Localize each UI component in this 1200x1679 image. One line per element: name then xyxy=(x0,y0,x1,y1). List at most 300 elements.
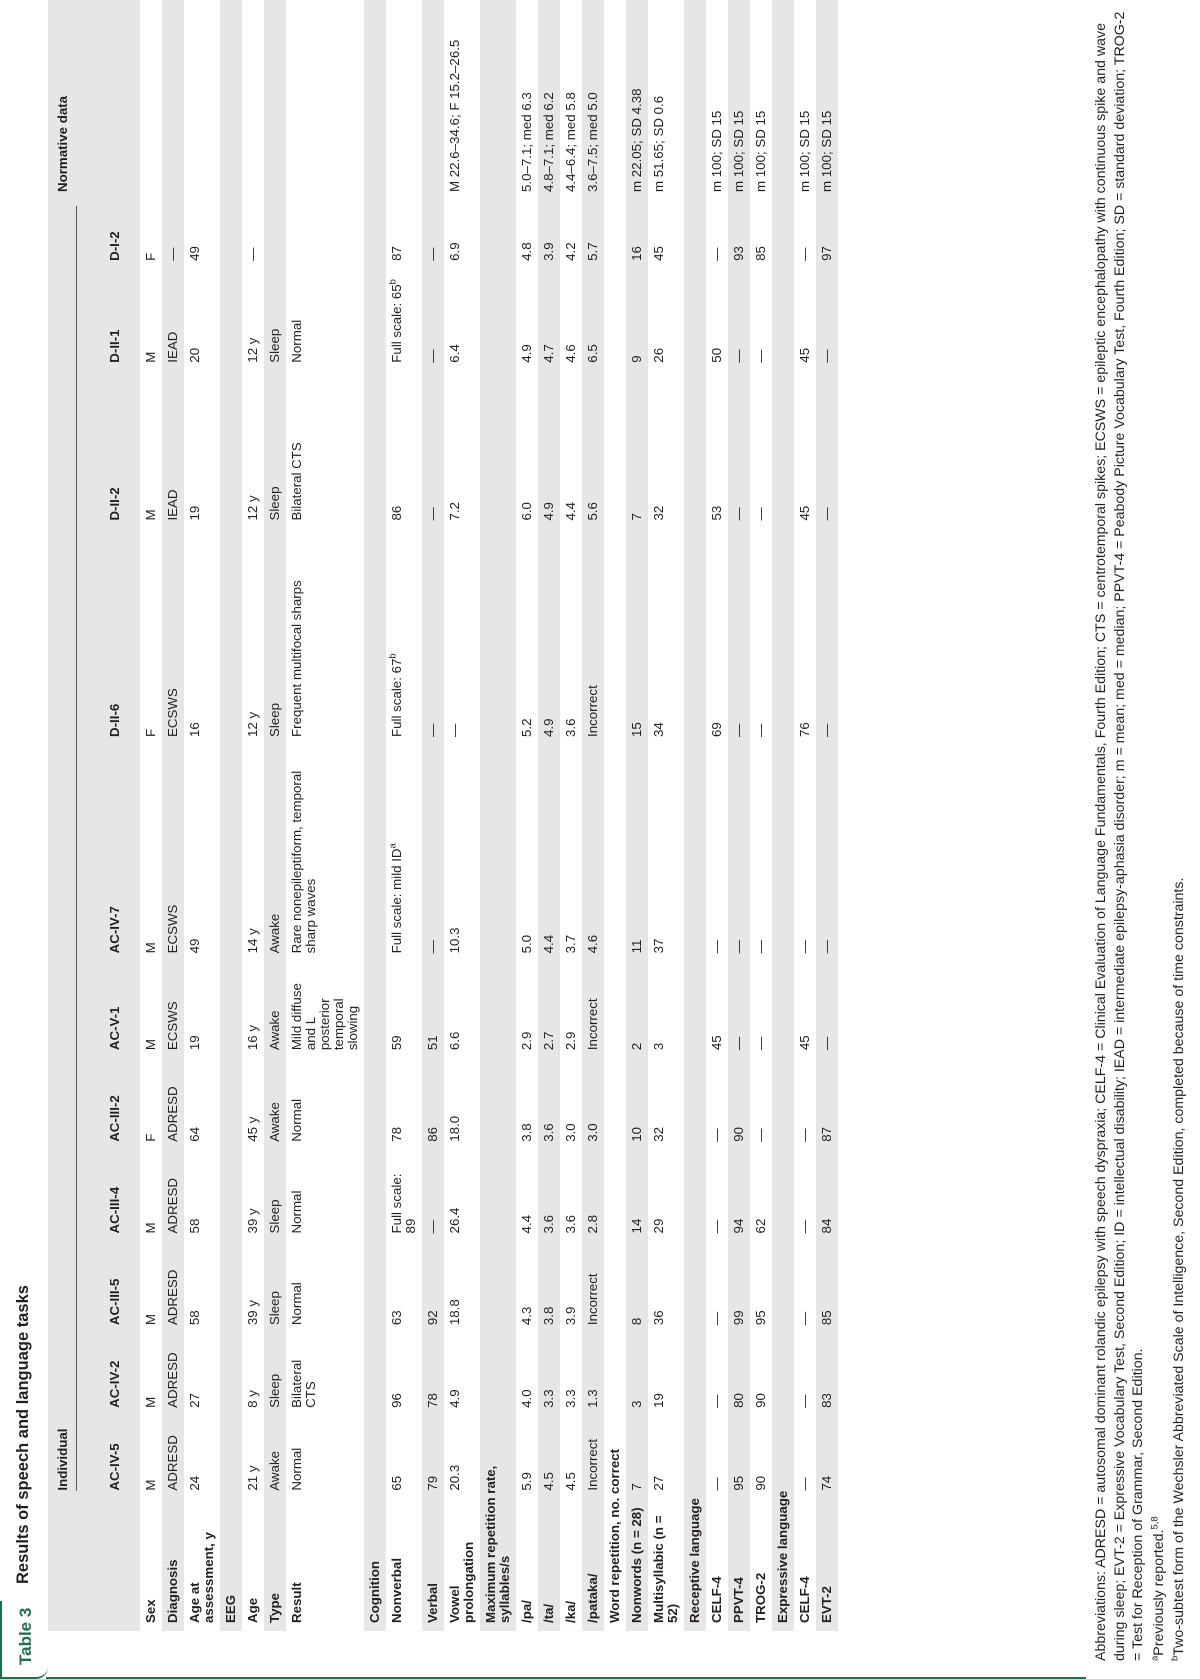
table-cell xyxy=(648,529,684,745)
row-label: Diagnosis xyxy=(162,1499,184,1631)
table-cell xyxy=(560,269,582,371)
cell-value: 6.4 xyxy=(447,344,462,363)
cell-value: 51 xyxy=(425,1035,440,1051)
cell-value: M xyxy=(143,1396,158,1408)
table-cell xyxy=(242,371,264,529)
row-label: Age at assessment, y xyxy=(187,1532,216,1623)
table-cell xyxy=(386,1333,422,1416)
table-cell xyxy=(626,961,648,1058)
table-cell xyxy=(286,745,364,961)
cell-value: ADRESD xyxy=(165,1178,180,1234)
table-cell xyxy=(242,529,264,745)
cell-value: 9 xyxy=(629,355,644,363)
cell-value: 4.4 xyxy=(541,934,556,954)
cell-value: 3.6 xyxy=(541,1123,556,1142)
row-label: Nonverbal xyxy=(389,1557,404,1623)
normative-cell: M 22.6–34.6; F 15.2–26.5 xyxy=(447,39,462,192)
table-cell xyxy=(286,1416,364,1499)
table-cell xyxy=(816,371,838,529)
table-row xyxy=(422,0,444,1631)
cell-value: ECSWS xyxy=(165,1001,180,1051)
normative-cell: m 51.65; SD 0.6 xyxy=(651,95,666,192)
footnote-a-mark: a xyxy=(1148,1655,1160,1661)
cell-value: 19 xyxy=(651,1393,666,1408)
cell-value: Normal xyxy=(289,319,304,363)
group-label: Receptive language xyxy=(684,0,706,1631)
cell-value: 7.2 xyxy=(447,502,462,521)
table-cell xyxy=(816,1058,838,1150)
table-cell xyxy=(242,745,264,961)
cell-value: 10 xyxy=(629,1127,644,1142)
row-label: /pataka/ xyxy=(582,1499,604,1631)
cell-value: 6.9 xyxy=(447,242,462,261)
cell-value: Awake xyxy=(267,1010,282,1051)
table-cell xyxy=(516,1416,538,1499)
cell-value: F xyxy=(143,1133,158,1142)
table-cell xyxy=(816,745,838,961)
row-label: Nonwords (n = 28) xyxy=(626,1499,648,1631)
normative-cell: 4.4–6.4; med 5.8 xyxy=(563,92,578,192)
cell-value: 4.2 xyxy=(563,242,578,261)
cell-value: Awake xyxy=(267,1450,282,1491)
individual-header xyxy=(48,200,90,1499)
table-cell xyxy=(582,745,604,961)
cell-value: — xyxy=(731,507,746,521)
table-row xyxy=(794,0,816,1631)
cell-value: — xyxy=(731,1036,746,1051)
normative-cell xyxy=(386,0,422,200)
table-cell xyxy=(648,1058,684,1150)
cell-value: 5.0 xyxy=(519,934,534,954)
row-label: Age xyxy=(245,1597,260,1623)
cell-value: 6.5 xyxy=(585,344,600,363)
cell-value: M xyxy=(143,1479,158,1491)
table-cell xyxy=(242,269,264,371)
cell-value: Awake xyxy=(267,913,282,954)
cell-value: — xyxy=(797,940,812,954)
cell-value: 24 xyxy=(187,1475,202,1491)
cell-value: 45 y xyxy=(245,1116,260,1142)
cell-value: — xyxy=(165,247,180,261)
cell-value: Sleep xyxy=(267,1199,282,1234)
table-cell xyxy=(386,961,422,1058)
table-cell xyxy=(184,961,220,1058)
table-cell xyxy=(444,1333,480,1416)
table-cell xyxy=(560,961,582,1058)
table-cell xyxy=(648,200,684,269)
cell-value: 3 xyxy=(629,1400,644,1408)
table-cell xyxy=(286,1241,364,1333)
table-cell xyxy=(794,1241,816,1333)
table-cell xyxy=(626,269,648,371)
table-cell xyxy=(794,1058,816,1150)
table-cell xyxy=(648,961,684,1058)
table-cell xyxy=(286,371,364,529)
table-cell xyxy=(582,1416,604,1499)
cell-value: M xyxy=(143,1039,158,1051)
cell-value: 7 xyxy=(629,513,644,521)
table-cell xyxy=(444,529,480,745)
table-label: Table 3 xyxy=(16,1607,35,1665)
cell-value: 10.3 xyxy=(447,927,462,954)
table-cell xyxy=(648,1416,684,1499)
cell-value: — xyxy=(753,723,768,737)
table-cell xyxy=(538,1416,560,1499)
table-cell xyxy=(626,1416,648,1499)
cell-value: 4.9 xyxy=(519,344,534,363)
cell-value: 19 xyxy=(187,505,202,521)
table-cell xyxy=(286,269,364,371)
table-cell xyxy=(560,529,582,745)
table-cell xyxy=(538,371,560,529)
column-header: AC-III-5 xyxy=(90,1241,140,1333)
table-cell xyxy=(264,269,286,371)
table-cell xyxy=(816,529,838,745)
table-row xyxy=(286,0,364,1631)
cell-value: Incorrect xyxy=(585,1438,600,1491)
table-cell xyxy=(648,1150,684,1242)
cell-value: 16 xyxy=(629,246,644,261)
table-cell xyxy=(242,1333,264,1416)
column-header-row xyxy=(90,0,140,1631)
table-cell xyxy=(264,200,286,269)
cell-value: 96 xyxy=(389,1393,404,1408)
cell-value: 3.3 xyxy=(541,1389,556,1408)
group-label: Word repetition, no. correct xyxy=(607,1448,622,1623)
table-cell xyxy=(422,1241,444,1333)
table-cell xyxy=(184,745,220,961)
table-cell xyxy=(444,1150,480,1242)
normative-cell xyxy=(286,0,364,200)
table-cell xyxy=(516,1058,538,1150)
cell-value: ADRESD xyxy=(165,1086,180,1142)
table-cell xyxy=(422,745,444,961)
table-cell xyxy=(706,1333,728,1416)
table-cell xyxy=(582,1150,604,1242)
table-cell xyxy=(286,529,364,745)
cell-value: M xyxy=(143,942,158,954)
row-label: Sex xyxy=(143,1599,158,1623)
table-cell xyxy=(582,1241,604,1333)
cell-value: 27 xyxy=(651,1475,666,1491)
table-cell xyxy=(728,269,750,371)
cell-value: Full scale: 89 xyxy=(389,1173,418,1234)
table-cell xyxy=(706,529,728,745)
table-cell xyxy=(516,1150,538,1242)
table-cell xyxy=(794,371,816,529)
table-cell xyxy=(582,961,604,1058)
table-cell xyxy=(728,745,750,961)
footnotes xyxy=(1092,11,1191,1661)
column-header-normative xyxy=(90,0,140,200)
table-cell xyxy=(422,1333,444,1416)
table-row xyxy=(648,0,684,1631)
table-cell xyxy=(794,200,816,269)
cell-value: 3 xyxy=(651,1042,666,1051)
cell-value: 19 xyxy=(187,1035,202,1051)
group-label: EEG xyxy=(220,0,242,1631)
table-cell xyxy=(286,1150,364,1242)
table-cell xyxy=(648,745,684,961)
cell-value: — xyxy=(753,1128,768,1142)
cell-value: — xyxy=(819,349,834,363)
cell-value: M xyxy=(143,351,158,363)
group-label: Cognition xyxy=(364,0,386,1631)
cell-value: Sleep xyxy=(267,702,282,737)
table-cell xyxy=(242,1241,264,1333)
cell-value: 83 xyxy=(819,1393,834,1408)
cell-value: Mild diffuse and L posterior temporal slowing xyxy=(289,983,360,1051)
cell-value: 18.8 xyxy=(447,1299,462,1326)
cell-value: 90 xyxy=(753,1475,768,1491)
table-cell xyxy=(750,1416,772,1499)
table-cell xyxy=(516,371,538,529)
table-cell xyxy=(706,961,728,1058)
table-cell xyxy=(242,200,264,269)
cell-value: Normal xyxy=(289,1282,304,1326)
results-table xyxy=(48,0,838,1631)
table-cell xyxy=(794,1333,816,1416)
table-cell xyxy=(184,1416,220,1499)
table-cell xyxy=(516,1333,538,1416)
cell-value: 4.9 xyxy=(447,1389,462,1408)
group-label: Expressive language xyxy=(772,0,794,1631)
table-cell xyxy=(816,1416,838,1499)
cell-value: 85 xyxy=(819,1310,834,1326)
cell-value: 27 xyxy=(187,1393,202,1408)
table-cell xyxy=(706,1150,728,1242)
table-row xyxy=(162,0,184,1631)
table-row xyxy=(140,0,162,1631)
table-row xyxy=(706,0,728,1631)
cell-value: 3.0 xyxy=(563,1123,578,1142)
cell-value: 3.3 xyxy=(563,1389,578,1408)
table-cell xyxy=(264,371,286,529)
table-cell xyxy=(184,1058,220,1150)
table-cell xyxy=(706,200,728,269)
table-cell xyxy=(706,1241,728,1333)
table-cell xyxy=(140,371,162,529)
cell-value: 21 y xyxy=(245,1465,260,1491)
table-cell xyxy=(816,961,838,1058)
column-header: D-II-1 xyxy=(90,269,140,371)
table-cell xyxy=(626,1058,648,1150)
row-label: Vowel prolongation xyxy=(447,1541,476,1623)
column-header: AC-III-4 xyxy=(90,1150,140,1242)
table-cell xyxy=(516,745,538,961)
table-cell xyxy=(162,529,184,745)
cell-value: — xyxy=(731,723,746,737)
table-cell xyxy=(648,1241,684,1333)
cell-value: 97 xyxy=(819,246,834,261)
table-cell xyxy=(538,745,560,961)
cell-value: ADRESD xyxy=(165,1352,180,1408)
table-cell xyxy=(386,1241,422,1333)
cell-value: 12 y xyxy=(245,495,260,521)
table-cell xyxy=(264,1416,286,1499)
table-cell xyxy=(706,269,728,371)
normative-cell: 4.8–7.1; med 6.2 xyxy=(538,0,560,200)
cell-value: M xyxy=(143,1222,158,1234)
cell-value: 53 xyxy=(709,505,724,521)
table-cell xyxy=(184,371,220,529)
cell-value: — xyxy=(753,507,768,521)
table-cell xyxy=(538,529,560,745)
table-cell xyxy=(286,200,364,269)
footnote-a xyxy=(1150,11,1169,1661)
cell-value: 92 xyxy=(425,1310,440,1326)
table-cell xyxy=(422,200,444,269)
footnote-b xyxy=(1170,11,1189,1661)
cell-value: — xyxy=(425,247,440,261)
table-cell xyxy=(386,1150,422,1242)
table-cell xyxy=(516,961,538,1058)
table-cell xyxy=(184,269,220,371)
table-cell xyxy=(728,200,750,269)
table-cell xyxy=(184,529,220,745)
table-cell xyxy=(648,371,684,529)
table-cell xyxy=(140,1150,162,1242)
table-cell xyxy=(516,200,538,269)
cell-value: Bilateral CTS xyxy=(289,1359,318,1408)
normative-cell: m 100; SD 15 xyxy=(728,0,750,200)
table-cell xyxy=(538,961,560,1058)
cell-value: 4.5 xyxy=(563,1472,578,1491)
table-cell xyxy=(794,745,816,961)
cell-value: — xyxy=(819,940,834,954)
row-label: /ka/ xyxy=(563,1600,578,1623)
column-header: AC-IV-2 xyxy=(90,1333,140,1416)
cell-value: — xyxy=(425,1220,440,1234)
table-row xyxy=(386,0,422,1631)
table-cell xyxy=(728,1333,750,1416)
table-cell xyxy=(626,200,648,269)
row-label: /pa/ xyxy=(519,1600,534,1623)
cell-value: 16 xyxy=(187,722,202,737)
table-cell xyxy=(264,961,286,1058)
table-cell xyxy=(422,1058,444,1150)
table-cell xyxy=(538,1333,560,1416)
table-row xyxy=(242,0,264,1631)
normative-cell xyxy=(184,0,220,200)
cell-value: Rare nonepileptiform, temporal sharp waves xyxy=(289,770,318,954)
table-cell xyxy=(538,1150,560,1242)
cell-value: 49 xyxy=(187,938,202,954)
normative-cell xyxy=(162,0,184,200)
cell-value: 45 xyxy=(651,246,666,261)
normative-cell xyxy=(422,0,444,200)
table-cell xyxy=(560,1241,582,1333)
row-label: EVT-2 xyxy=(816,1499,838,1631)
cell-value: Frequent multifocal sharps xyxy=(289,580,304,737)
cell-value: 99 xyxy=(731,1310,746,1326)
table-cell xyxy=(728,1241,750,1333)
cell-value: — xyxy=(797,1128,812,1142)
table-title: Results of speech and language tasks xyxy=(14,1285,32,1584)
table-cell xyxy=(162,269,184,371)
table-cell xyxy=(750,1150,772,1242)
table-cell xyxy=(560,1333,582,1416)
cell-value: 90 xyxy=(753,1393,768,1408)
table-cell xyxy=(162,745,184,961)
cell-value: IEAD xyxy=(165,331,180,363)
table-cell xyxy=(816,269,838,371)
table-cell xyxy=(582,269,604,371)
table-cell xyxy=(816,1333,838,1416)
normative-header: Normative data xyxy=(48,0,90,200)
cell-value: 4.8 xyxy=(519,242,534,261)
table-cell xyxy=(162,371,184,529)
normative-cell xyxy=(264,0,286,200)
cell-value: — xyxy=(245,247,260,261)
table-row xyxy=(816,0,838,1631)
table-cell xyxy=(816,1150,838,1242)
cell-value: 65 xyxy=(389,1475,404,1491)
normative-cell xyxy=(140,0,162,200)
table-cell xyxy=(728,961,750,1058)
cell-value: — xyxy=(709,1220,724,1234)
cell-value: — xyxy=(819,723,834,737)
cell-value: Full scale: mild ID xyxy=(389,848,404,954)
cell-value: 16 y xyxy=(245,1025,260,1051)
row-label: Result xyxy=(289,1582,304,1623)
cell-value: 79 xyxy=(425,1475,440,1491)
table-cell xyxy=(444,371,480,529)
table-row xyxy=(582,0,604,1631)
table-cell xyxy=(728,1150,750,1242)
cell-value: — xyxy=(709,1394,724,1408)
table-cell xyxy=(816,1241,838,1333)
table-cell xyxy=(444,269,480,371)
cell-value: 80 xyxy=(731,1393,746,1408)
cell-value: — xyxy=(797,1394,812,1408)
row-label: CELF-4 xyxy=(797,1576,812,1623)
cell-value: 15 xyxy=(629,722,644,737)
cell-value: — xyxy=(709,247,724,261)
cell-value: 2.9 xyxy=(519,1031,534,1051)
table-cell xyxy=(422,961,444,1058)
table-cell xyxy=(582,1333,604,1416)
cell-value: 4.6 xyxy=(563,344,578,363)
table-cell xyxy=(140,1333,162,1416)
table-cell xyxy=(794,1416,816,1499)
cell-value: — xyxy=(425,507,440,521)
cell-value: 3.8 xyxy=(519,1123,534,1142)
table-cell xyxy=(750,1058,772,1150)
table-cell xyxy=(422,1150,444,1242)
cell-value: Normal xyxy=(289,1190,304,1234)
cell-value: 87 xyxy=(819,1127,834,1142)
cell-value: 6.0 xyxy=(519,502,534,521)
cell-value: 5.7 xyxy=(585,242,600,261)
table-cell xyxy=(538,269,560,371)
cell-value: Normal xyxy=(289,1098,304,1142)
column-header: AC-IV-7 xyxy=(90,745,140,961)
cell-value: 29 xyxy=(651,1218,666,1234)
cell-value: 20 xyxy=(187,347,202,363)
cell-value: 8 xyxy=(629,1317,644,1326)
cell-value: ADRESD xyxy=(165,1435,180,1491)
cell-value: — xyxy=(709,940,724,954)
table-row xyxy=(538,0,560,1631)
table-cell xyxy=(560,1416,582,1499)
cell-value: 3.8 xyxy=(541,1306,556,1326)
table-cell xyxy=(184,1333,220,1416)
cell-value: 69 xyxy=(709,722,724,737)
table-cell xyxy=(516,1241,538,1333)
cell-value: — xyxy=(709,1311,724,1326)
cell-value: 4.7 xyxy=(541,344,556,363)
